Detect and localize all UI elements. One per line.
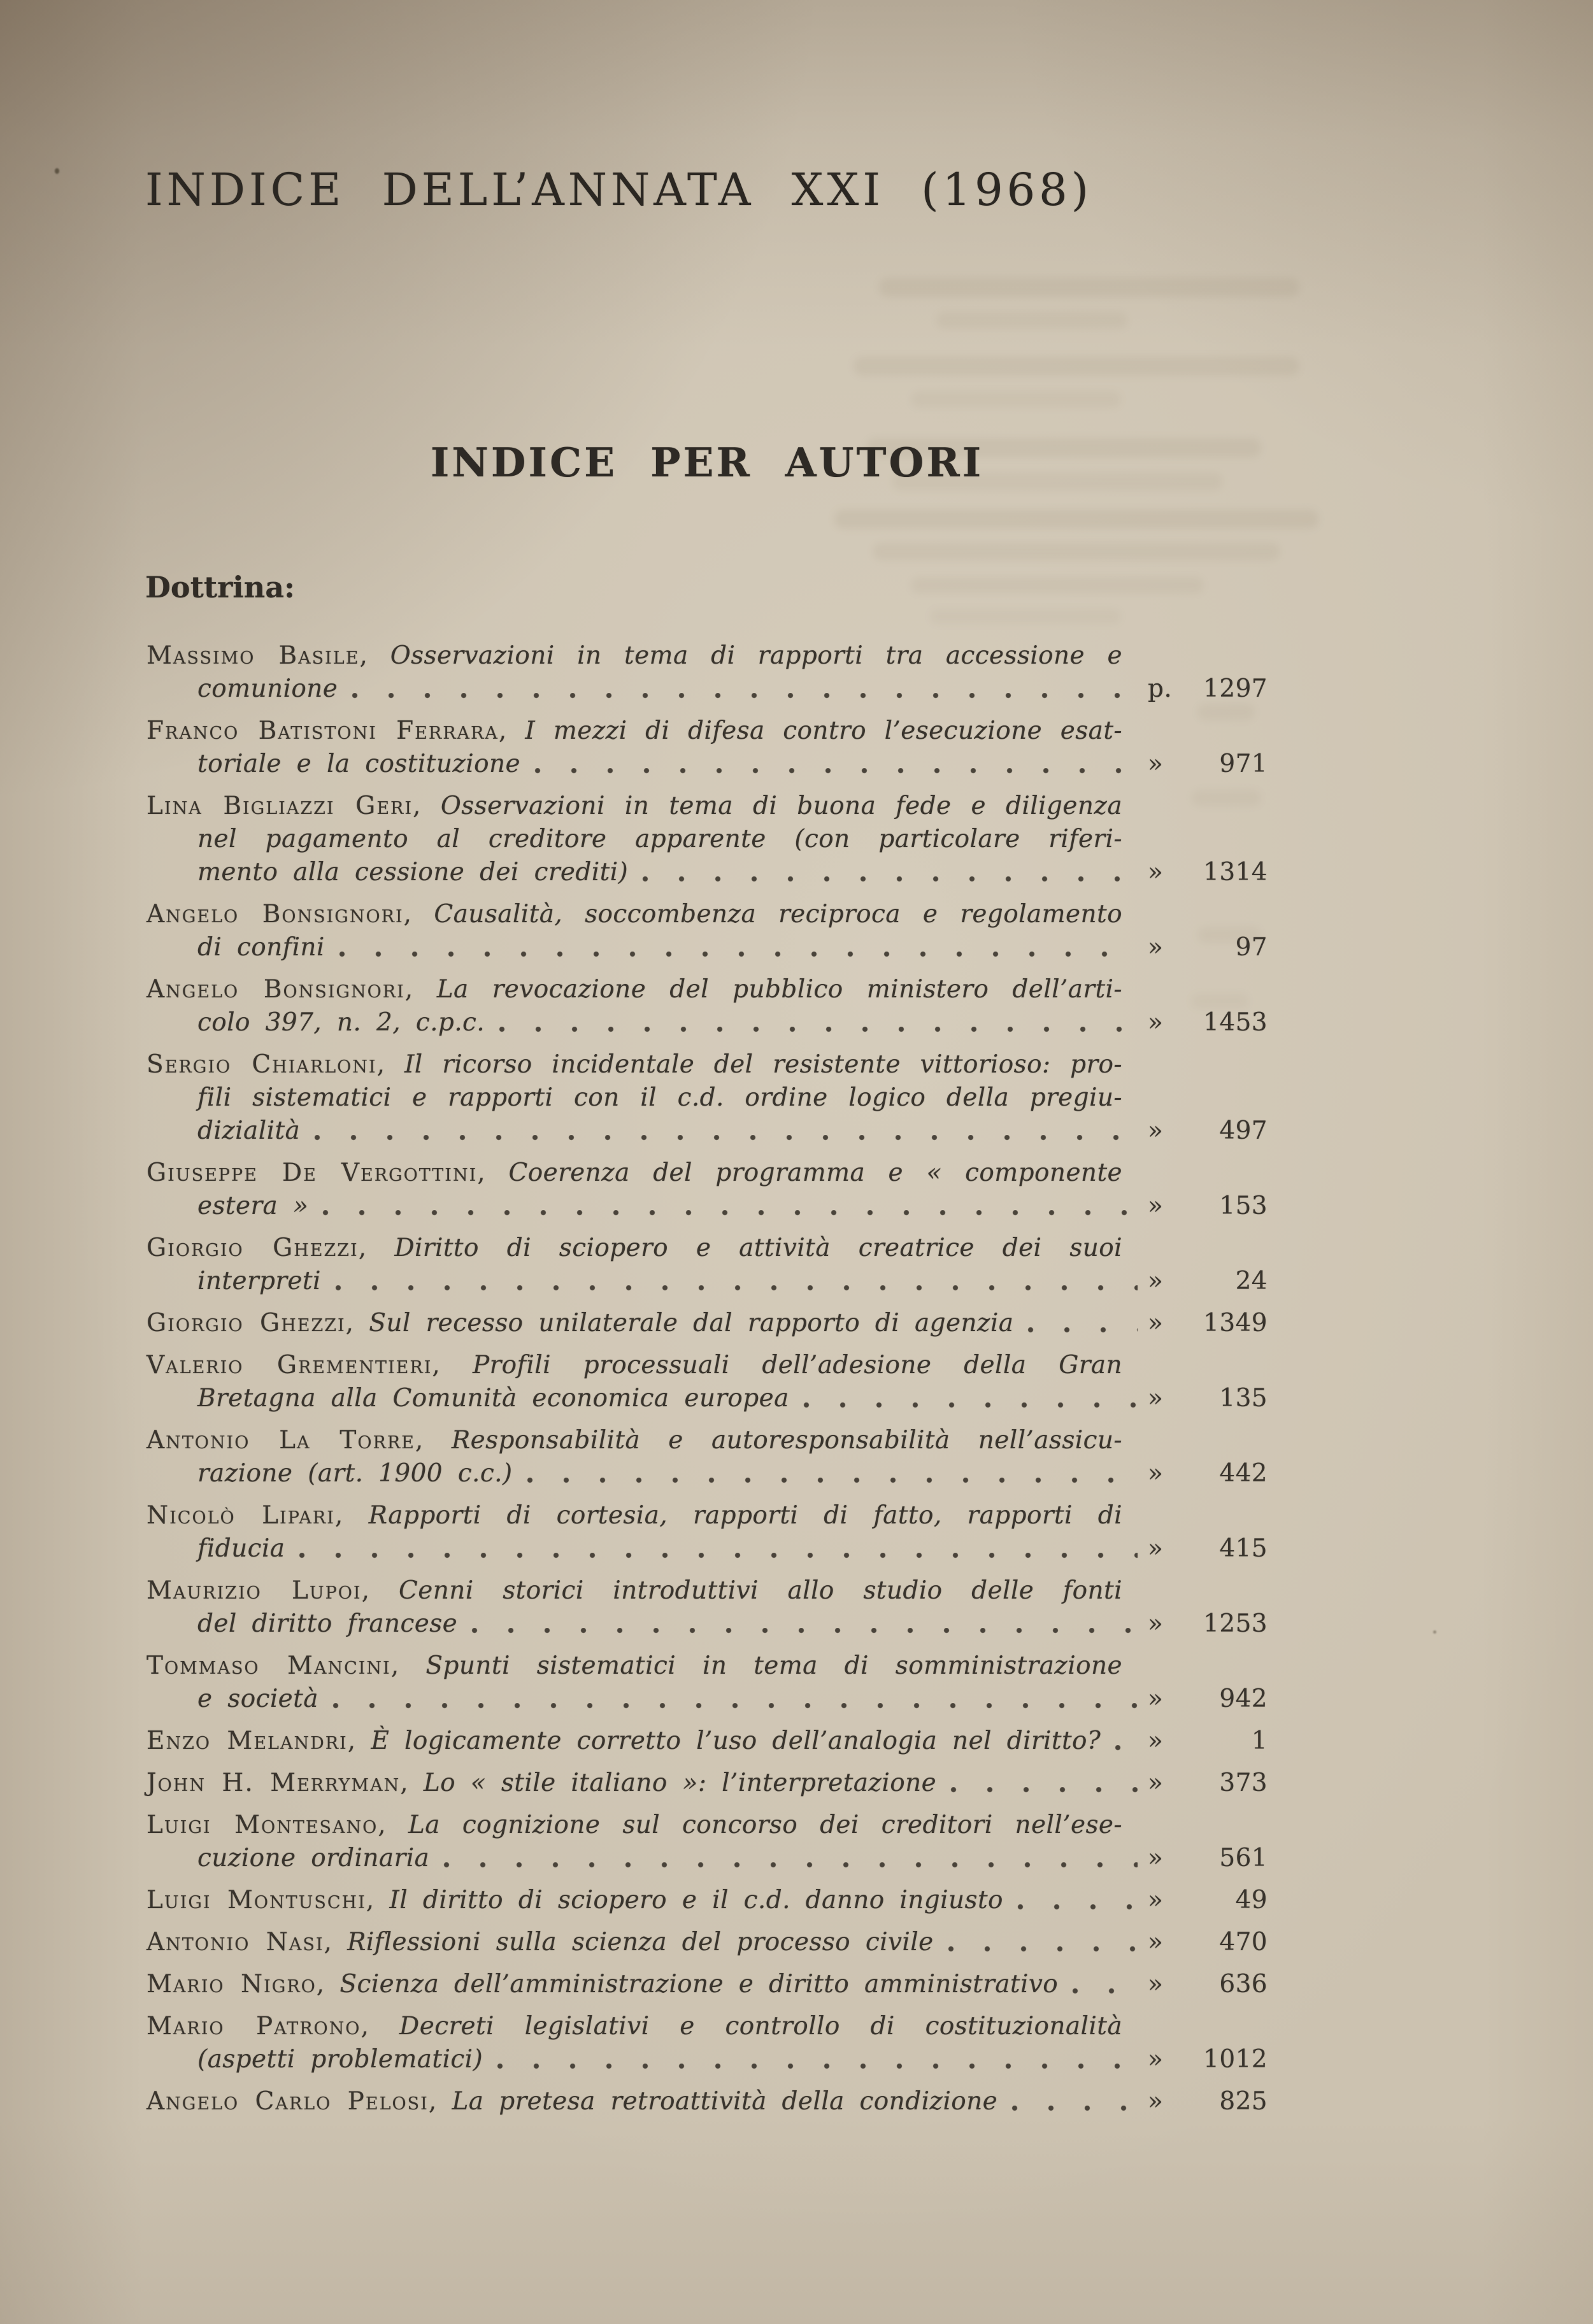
entry-first-line: Massimo Basile, Osservazioni in tema di rapporti tra accessione e	[146, 641, 1122, 670]
dot-leader	[1017, 1904, 1138, 1910]
dot-leader	[1011, 2106, 1138, 2111]
entry-continuation	[197, 1457, 513, 1490]
page-number: 561	[1219, 1844, 1268, 1872]
page-ref-sign: »	[1148, 1928, 1164, 1957]
page-number: 497	[1219, 1116, 1268, 1145]
page-ref-sign: »	[1148, 1384, 1164, 1413]
entry-first-line: Maurizio Lupoi, Cenni storici introduttivi allo studio delle fonti	[146, 1576, 1122, 1605]
entry-first-line: Angelo Bonsignori, Causalità, soccombenza reciproca e regolamento	[146, 900, 1122, 929]
page-ref-sign: »	[1148, 1534, 1164, 1563]
index-entry	[146, 2085, 1268, 2118]
page-ref-sign: »	[1148, 1116, 1164, 1145]
entry-line	[146, 1842, 1268, 1875]
entry-first-line: Tommaso Mancini, Spunti sistematici in tema di somministrazione	[146, 1651, 1122, 1680]
entry-author: Valerio Grementieri	[146, 1351, 432, 1379]
entry-continuation	[197, 1006, 485, 1039]
entry-title-text: Riflessioni sulla scienza del processo civile	[347, 1928, 934, 1957]
entry-continuation	[197, 673, 338, 706]
page-ref-sign: »	[1148, 1192, 1164, 1220]
entry-title-text: del diritto francese	[197, 1609, 458, 1638]
page-ref-sign: »	[1148, 858, 1164, 887]
page-ref-sign: »	[1148, 2087, 1164, 2116]
page-number: 1253	[1203, 1609, 1268, 1638]
section-title: INDICE PER AUTORI	[430, 439, 984, 486]
entry-first-line: Lina Bigliazzi Geri, Osservazioni in tema di buona fede e diligenza	[146, 792, 1122, 820]
page-number: 373	[1219, 1769, 1268, 1797]
entry-title-text: nel pagamento al creditore apparente (con particolare riferi-	[197, 825, 1122, 853]
page-ref-sign: p.	[1148, 674, 1173, 703]
paper-speck	[1433, 1630, 1436, 1634]
page-ref-sign: »	[1148, 1844, 1164, 1872]
entry-line	[146, 1884, 1268, 1917]
entry-line	[146, 1968, 1268, 2001]
entry-title-text: estera »	[197, 1192, 309, 1220]
index-entry	[146, 1650, 1268, 1716]
entry-author: John H. Merryman	[146, 1769, 401, 1797]
entry-line	[146, 1926, 1268, 1959]
bleed-through-mark	[834, 510, 1318, 529]
index-entry	[146, 790, 1268, 889]
entry-continuation	[197, 1265, 321, 1298]
entry-title-text: Coerenza del programma e « componente	[508, 1158, 1122, 1187]
entry-first-line: Antonio La Torre, Responsabilità e autoresponsabilità nell’assicu-	[146, 1426, 1122, 1455]
entry-author: Mario Patrono	[146, 2012, 361, 2041]
page-number: 636	[1219, 1970, 1268, 1999]
entry-title-text: La pretesa retroattività della condizione	[452, 2087, 998, 2116]
bleed-through-mark	[911, 577, 1204, 594]
entry-first-line: Angelo Bonsignori, La revocazione del pubblico ministero dell’arti-	[146, 975, 1122, 1004]
dot-leader	[299, 1553, 1138, 1558]
index-entry	[146, 639, 1268, 706]
entry-line	[146, 1683, 1268, 1716]
entry-title-text: Osservazioni in tema di rapporti tra accessione e	[390, 641, 1122, 670]
dot-leader	[642, 876, 1138, 882]
entry-author: Tommaso Mancini	[146, 1651, 391, 1680]
entry-first-line: Mario Patrono, Decreti legislativi e controllo di costituzionalità	[146, 2012, 1122, 2041]
subsection-label: Dottrina:	[145, 570, 296, 604]
entry-first-line: Luigi Montesano, La cognizione sul concorso dei creditori nell’ese-	[146, 1811, 1122, 1839]
entry-title-text: Cenni storici introduttivi allo studio delle fonti	[399, 1576, 1122, 1605]
index-entry	[146, 1809, 1268, 1875]
page-number: 1297	[1203, 674, 1268, 703]
page-ref-sign: »	[1148, 1886, 1164, 1914]
dot-leader	[471, 1628, 1138, 1634]
entry-line	[146, 748, 1268, 781]
entry-first-line: Luigi Montuschi, Il diritto di sciopero e il c.d. danno ingiusto	[146, 1886, 1003, 1914]
entry-first-line: Giorgio Ghezzi, Diritto di sciopero e attività creatrice dei suoi	[146, 1234, 1122, 1262]
index-entry	[146, 715, 1268, 781]
entry-continuation	[197, 1382, 789, 1415]
entry-title-text: toriale e la costituzione	[197, 750, 521, 778]
entry-line	[146, 1457, 1268, 1490]
page-ref-sign: »	[1148, 2045, 1164, 2074]
entry-line	[146, 1307, 1268, 1340]
bleed-through-mark	[879, 278, 1299, 297]
entry-title-text: Sul recesso unilaterale dal rapporto di agenzia	[369, 1309, 1014, 1337]
entry-title-text: di confini	[197, 933, 325, 962]
page-ref-sign: »	[1148, 1727, 1164, 1755]
entry-first-line: Mario Nigro, Scienza dell’amministrazione e diritto amministrativo	[146, 1970, 1059, 1999]
entry-title-text: Osservazioni in tema di buona fede e diligenza	[440, 792, 1122, 820]
index-entry	[146, 1767, 1268, 1800]
entry-title-text: Scienza dell’amministrazione e diritto amministrativo	[339, 1970, 1059, 1999]
entry-title-text: mento alla cessione dei crediti)	[197, 858, 629, 887]
page-number: 135	[1219, 1384, 1268, 1413]
bleed-through-mark	[873, 543, 1280, 560]
entry-line	[146, 1190, 1268, 1223]
entry-author: Giorgio Ghezzi	[146, 1234, 359, 1262]
entry-author: Angelo Bonsignori	[146, 975, 405, 1004]
entry-title-text: Bretagna alla Comunità economica europea	[197, 1384, 789, 1413]
dot-leader	[314, 1135, 1138, 1141]
page-number: 49	[1235, 1886, 1268, 1914]
entry-line	[146, 1767, 1268, 1800]
page-number: 470	[1219, 1928, 1268, 1957]
entry-title-text: comunione	[197, 674, 338, 703]
page-number: 97	[1235, 933, 1268, 962]
entry-line	[146, 1532, 1268, 1565]
page-number: 825	[1219, 2087, 1268, 2116]
entry-title-text: La revocazione del pubblico ministero dell’arti-	[436, 975, 1122, 1004]
page-ref-sign: »	[1148, 1459, 1164, 1488]
entry-title-text: Lo « stile italiano »: l’interpretazione	[423, 1769, 937, 1797]
entry-title-text: Rapporti di cortesia, rapporti di fatto, rapporti di	[368, 1501, 1122, 1530]
entry-title-text: I mezzi di difesa contro l’esecuzione esat-	[525, 716, 1122, 745]
page-number: 415	[1219, 1534, 1268, 1563]
entry-line	[146, 1608, 1268, 1641]
entry-title-text: cuzione ordinaria	[197, 1844, 430, 1872]
page-number: 971	[1219, 750, 1268, 778]
index-entry	[146, 1157, 1268, 1223]
dot-leader	[1072, 1988, 1138, 1994]
entry-continuation	[197, 931, 325, 964]
dot-leader	[443, 1862, 1138, 1868]
dot-leader	[322, 1210, 1138, 1216]
entry-first-line: Antonio Nasi, Riflessioni sulla scienza del processo civile	[146, 1928, 934, 1957]
entry-title-text: interpreti	[197, 1267, 321, 1295]
index-entry	[146, 2010, 1268, 2076]
page-number: 1314	[1203, 858, 1268, 887]
entry-title-text: Profili processuali dell’adesione della Gran	[472, 1351, 1122, 1379]
entry-line	[146, 1115, 1268, 1148]
entry-title-text: Diritto di sciopero e attività creatrice dei suoi	[394, 1234, 1122, 1262]
bleed-through-mark	[930, 609, 1121, 624]
page-ref-sign: »	[1148, 1609, 1164, 1638]
entry-continuation	[146, 823, 1268, 856]
entry-author: Franco Batistoni Ferrara	[146, 716, 499, 745]
entry-author: Giorgio Ghezzi	[146, 1309, 346, 1337]
entry-continuation	[197, 1608, 457, 1641]
page-number: 1453	[1203, 1008, 1268, 1037]
dot-leader	[499, 1027, 1138, 1032]
page-number: 1349	[1203, 1309, 1268, 1337]
page-ref-sign: »	[1148, 1008, 1164, 1037]
dot-leader	[527, 1478, 1138, 1483]
index-entry	[146, 1499, 1268, 1565]
page-ref-sign: »	[1148, 1685, 1164, 1713]
page-title: INDICE DELL’ANNATA XXI (1968)	[145, 164, 1093, 216]
entry-line	[146, 1725, 1268, 1758]
dot-leader	[332, 1703, 1138, 1709]
page-number: 1012	[1203, 2045, 1268, 2074]
index-entry	[146, 1349, 1268, 1415]
entry-continuation	[197, 1115, 300, 1148]
entry-continuation	[197, 748, 520, 781]
entry-line	[146, 1006, 1268, 1039]
dot-leader	[803, 1402, 1138, 1408]
bleed-through-mark	[936, 312, 1127, 329]
index-entry	[146, 1574, 1268, 1641]
page-ref-sign: »	[1148, 1970, 1164, 1999]
entry-title-text: Il diritto di sciopero e il c.d. danno ingiusto	[389, 1886, 1003, 1914]
page-ref-sign: »	[1148, 1769, 1164, 1797]
entry-author: Angelo Bonsignori	[146, 900, 404, 929]
entry-first-line: Enzo Melandri, È logicamente corretto l’uso dell’analogia nel diritto?	[146, 1727, 1101, 1755]
entry-author: Antonio La Torre	[146, 1426, 415, 1455]
index-entry	[146, 1725, 1268, 1758]
entry-author: Angelo Carlo Pelosi	[146, 2087, 429, 2116]
entry-line	[146, 2085, 1268, 2118]
entry-continuation	[197, 2043, 483, 2076]
entry-first-line: Nicolò Lipari, Rapporti di cortesia, rapporti di fatto, rapporti di	[146, 1501, 1122, 1530]
page-ref-sign: »	[1148, 1309, 1164, 1337]
entry-first-line: Angelo Carlo Pelosi, La pretesa retroattività della condizione	[146, 2087, 998, 2116]
dot-leader	[335, 1285, 1138, 1291]
page-number: 1	[1251, 1727, 1268, 1755]
entry-title-text: Spunti sistematici in tema di somministrazione	[425, 1651, 1122, 1680]
index-entries	[146, 639, 1268, 2127]
entry-title-text: dizialità	[197, 1116, 301, 1145]
entry-title-text: fili sistematici e rapporti con il c.d. ordine logico della pregiu-	[197, 1083, 1122, 1112]
page-number: 24	[1235, 1267, 1268, 1295]
entry-author: Nicolò Lipari	[146, 1501, 335, 1530]
entry-author: Massimo Basile	[146, 641, 360, 670]
entry-title-text: razione (art. 1900 c.c.)	[197, 1459, 513, 1488]
entry-continuation	[197, 856, 628, 889]
entry-author: Luigi Montuschi	[146, 1886, 366, 1914]
dot-leader	[948, 1946, 1138, 1952]
page-number: 442	[1219, 1459, 1268, 1488]
entry-title-text: Causalità, soccombenza reciproca e regolamento	[434, 900, 1122, 929]
entry-author: Sergio Chiarloni	[146, 1050, 377, 1079]
entry-title-text: Decreti legislativi e controllo di costituzionalità	[399, 2012, 1122, 2041]
index-entry	[146, 1884, 1268, 1917]
dot-leader	[950, 1787, 1138, 1793]
entry-first-line: Giuseppe De Vergottini, Coerenza del programma e « componente	[146, 1158, 1122, 1187]
dot-leader	[339, 952, 1138, 957]
entry-line	[146, 1265, 1268, 1298]
entry-first-line: Franco Batistoni Ferrara, I mezzi di difesa contro l’esecuzione esat-	[146, 716, 1122, 745]
entry-title-text: fiducia	[197, 1534, 285, 1563]
dot-leader	[1115, 1745, 1138, 1751]
index-entry	[146, 973, 1268, 1039]
index-entry	[146, 1048, 1268, 1148]
entry-continuation	[197, 1842, 429, 1875]
entry-line	[146, 2043, 1268, 2076]
index-entry	[146, 1968, 1268, 2001]
entry-line	[146, 673, 1268, 706]
page-number: 942	[1219, 1685, 1268, 1713]
page-ref-sign: »	[1148, 933, 1164, 962]
entry-author: Antonio Nasi	[146, 1928, 324, 1957]
bleed-through-mark	[854, 357, 1299, 376]
entry-continuation	[146, 1081, 1268, 1115]
entry-title-text: colo 397, n. 2, c.p.c.	[197, 1008, 485, 1037]
entry-title-text: e società	[197, 1685, 318, 1713]
page-ref-sign: »	[1148, 1267, 1164, 1295]
index-entry	[146, 1424, 1268, 1490]
paper-speck	[55, 168, 59, 174]
entry-title-text: È logicamente corretto l’uso dell’analogia nel diritto?	[371, 1727, 1101, 1755]
dot-leader	[534, 768, 1138, 774]
entry-title-text: La cognizione sul concorso dei creditori nell’ese-	[408, 1811, 1122, 1839]
entry-author: Enzo Melandri	[146, 1727, 348, 1755]
index-entry	[146, 1926, 1268, 1959]
dot-leader	[352, 693, 1138, 699]
entry-continuation	[197, 1190, 308, 1223]
entry-first-line: Giorgio Ghezzi, Sul recesso unilaterale dal rapporto di agenzia	[146, 1309, 1014, 1337]
entry-author: Giuseppe De Vergottini	[146, 1158, 478, 1187]
entry-first-line: Valerio Grementieri, Profili processuali dell’adesione della Gran	[146, 1351, 1122, 1379]
index-entry	[146, 1307, 1268, 1340]
entry-first-line: Sergio Chiarloni, Il ricorso incidentale del resistente vittorioso: pro-	[146, 1050, 1122, 1079]
entry-author: Luigi Montesano	[146, 1811, 378, 1839]
index-entry	[146, 898, 1268, 964]
entry-author: Mario Nigro	[146, 1970, 317, 1999]
entry-author: Maurizio Lupoi	[146, 1576, 362, 1605]
index-entry	[146, 1232, 1268, 1298]
entry-title-text: Responsabilità e autoresponsabilità nell’assicu-	[451, 1426, 1122, 1455]
entry-line	[146, 1382, 1268, 1415]
page-number: 153	[1219, 1192, 1268, 1220]
entry-first-line: John H. Merryman, Lo « stile italiano »: l’interpretazione	[146, 1769, 937, 1797]
entry-continuation	[197, 1683, 318, 1716]
entry-line	[146, 931, 1268, 964]
entry-author: Lina Bigliazzi Geri	[146, 792, 413, 820]
entry-continuation	[197, 1532, 285, 1565]
entry-title-text: (aspetti problematici)	[197, 2045, 483, 2074]
bleed-through-mark	[911, 391, 1121, 408]
dot-leader	[497, 2064, 1138, 2069]
entry-title-text: Il ricorso incidentale del resistente vittorioso: pro-	[404, 1050, 1122, 1079]
entry-line	[146, 856, 1268, 889]
page-ref-sign: »	[1148, 750, 1164, 778]
dot-leader	[1027, 1327, 1138, 1333]
